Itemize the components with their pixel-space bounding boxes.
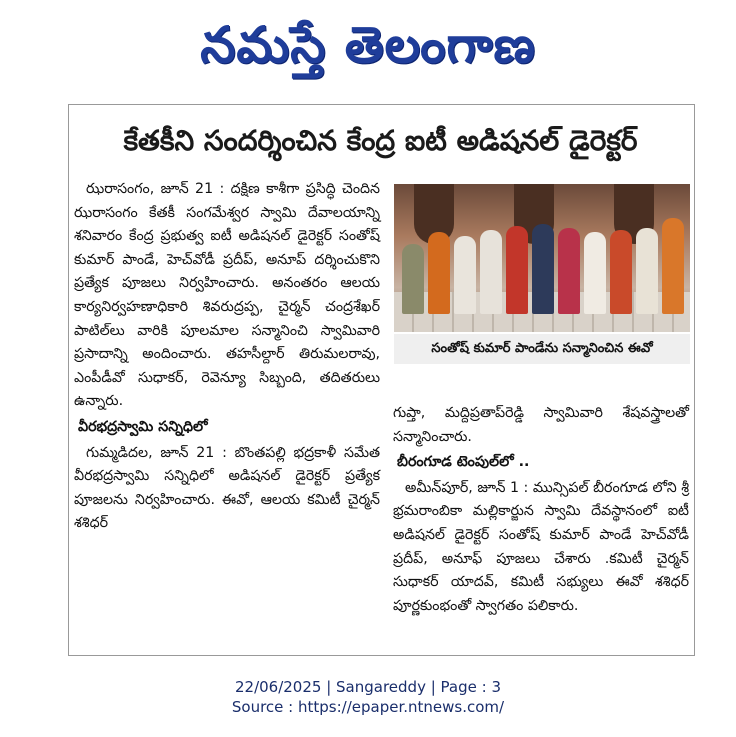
photo-caption: సంతోష్ కుమార్ పాండేను సన్మానించిన ఈవో <box>394 334 690 364</box>
article-paragraph: గుప్తా, మద్దిప్రతాప్‌రెడ్డి స్వామివారి శేషవస్త్రాలతో సన్మానించారు. <box>393 405 689 445</box>
article-paragraph: గుమ్మడిదల, జూన్ 21 : బొంతపల్లి భద్రకాళీ సమేత వీరభద్రస్వామి సన్నిధిలో అడిషనల్ డైరెక్టర్ ప్రత్యేక పూజలను నిర్వహించారు. ఈవో, ఆలయ కమిటీ చైర్మన్ శశిధర్ <box>74 444 380 532</box>
article-subheading: బీరంగూడ టెంపుల్‌లో .. <box>397 454 530 471</box>
footer-date-edition: 22/06/2025 | Sangareddy | Page : 3 <box>234 678 501 696</box>
footer-source: Source : https://epaper.ntnews.com/ <box>231 698 505 716</box>
article-subheading: వీరభద్రస్వామి సన్నిధిలో <box>78 418 208 435</box>
article-paragraph: ఝరాసంగం, జూన్ 21 : దక్షిణ కాశీగా ప్రసిద్ధి చెందిన ఝరాసంగం కేతకీ సంగమేశ్వర స్వామి దేవాలయాన్ని శనివారం కేంద్ర ప్రభుత్వ ఐటీ అడిషనల్ డైరెక్టర్ సంతోష్ కుమార్ పాండే, హెచ్‌వోడీ ప్రదీప్, అనూప్ దర్శించుకొని ప్రత్యేక పూజలు నిర్వహించారు. అనంతరం ఆలయ కార్యనిర్వహణాధికారి శివరుద్రప్ప, చైర్మన్ చంద్రశేఖర్ పాటిల్‌లు వారికి పూలమాల సన్మానించి స్వామివారి ప్రసాదాన్ని అందించారు. తహసీల్దార్ తిరుమలరావు, ఎంపీడీవో సుధాకర్, రెవెన్యూ సిబ్బంది, తదితరులు ఉన్నారు. <box>74 181 380 410</box>
article-right-column <box>393 402 689 618</box>
article-headline: కేతకీని సందర్శించిన కేంద్ర ఐటీ అడిషనల్ డైరెక్టర్ <box>123 124 638 157</box>
article-photo <box>394 184 690 332</box>
masthead-title: నమస్తే తెలంగాణ <box>200 15 536 74</box>
article-paragraph: అమీన్‌పూర్, జూన్ 1 : మున్సిపల్ బీరంగూడ లోని శ్రీ భ్రమరాంబికా మల్లికార్జున స్వామి దేవస్థానంలో ఐటీ అడిషనల్ డైరెక్టర్ సంతోష్ కుమార్ పాండే హెచ్‌వోడీ ప్రదీప్, అనూఫ్ పూజలు చేశారు .కమిటీ చైర్మన్ సుధాకర్ యాదవ్, కమిటీ సభ్యులు ఈవో శశిధర్ పూర్ణకుంభంతో స్వాగతం పలికారు. <box>393 479 689 614</box>
masthead-logo <box>0 4 736 86</box>
article-left-column <box>74 178 380 536</box>
